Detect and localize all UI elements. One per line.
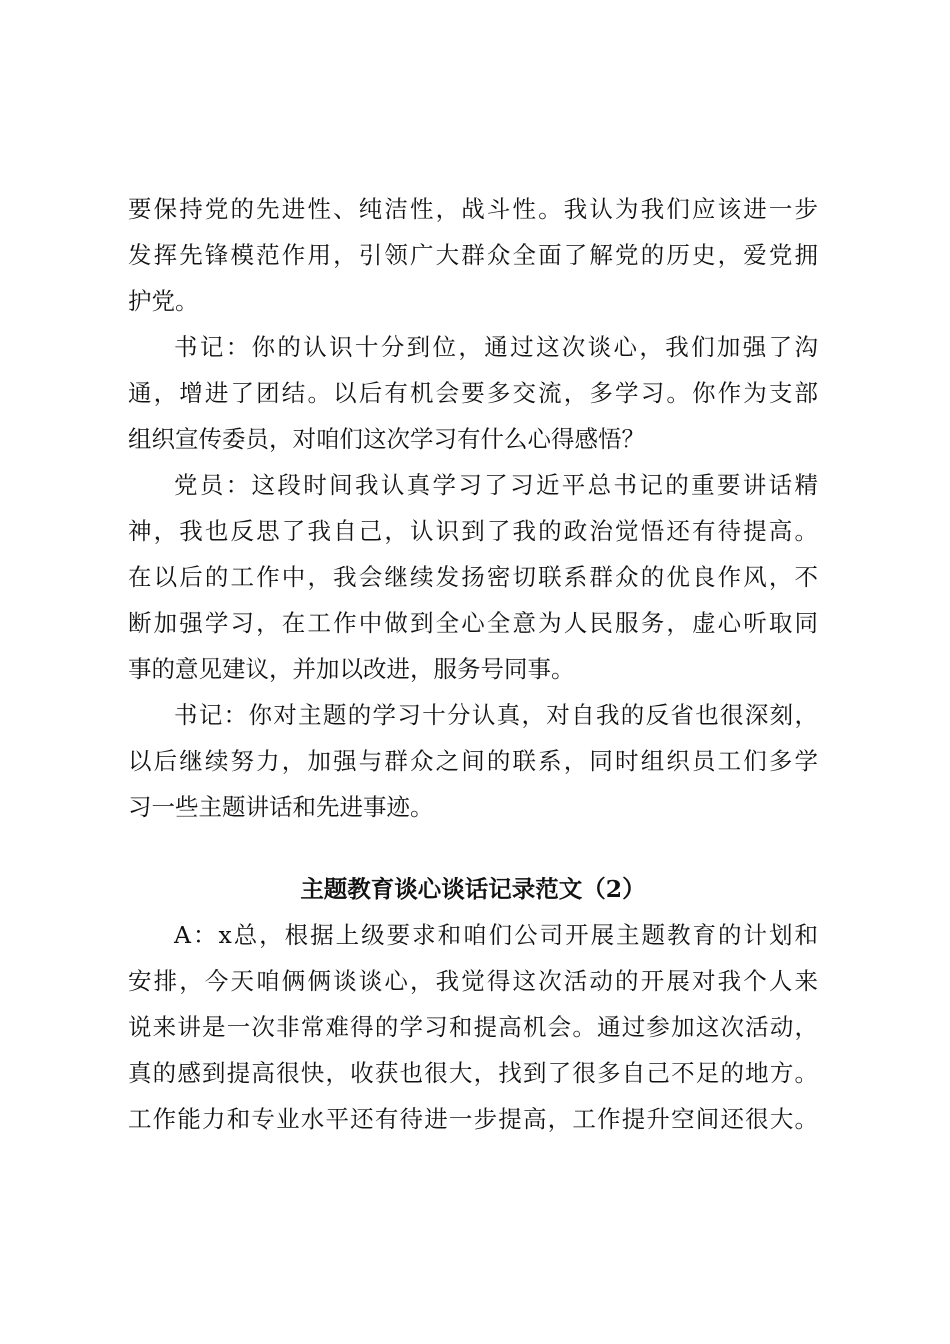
paragraph-line: 书记：你的认识十分到位，通过这次谈心，我们加强了沟 [174,333,818,361]
paragraph-line: 断加强学习，在工作中做到全心全意为人民服务，虚心听取同 [128,609,818,637]
paragraph-line: 通，增进了团结。以后有机会要多交流，多学习。你作为支部 [128,379,818,407]
paragraph-line: 安排，今天咱俩俩谈谈心，我觉得这次活动的开展对我个人来 [128,967,818,995]
paragraph-line: 说来讲是一次非常难得的学习和提高机会。通过参加这次活动， [128,1013,818,1041]
paragraph-line: 真的感到提高很快，收获也很大，找到了很多自己不足的地方。 [128,1059,818,1087]
paragraph-line: 在以后的工作中，我会继续发扬密切联系群众的优良作风，不 [128,563,818,591]
dialogue-section-1 [128,186,818,830]
paragraph-line: 神，我也反思了我自己，认识到了我的政治觉悟还有待提高。 [128,517,818,545]
paragraph-line: 党员：这段时间我认真学习了习近平总书记的重要讲话精 [174,471,818,499]
paragraph-line: 护党。 [128,287,199,315]
section-heading: 主题教育谈心谈话记录范文（2） [300,875,646,903]
paragraph-line: 书记：你对主题的学习十分认真，对自我的反省也很深刻， [174,701,818,729]
dialogue-section-2 [128,912,818,1142]
paragraph-line: 工作能力和专业水平还有待进一步提高，工作提升空间还很大。 [128,1105,818,1133]
paragraph-line: A：x总，根据上级要求和咱们公司开展主题教育的计划和 [174,921,818,949]
paragraph-line: 事的意见建议，并加以改进，服务号同事。 [128,655,575,683]
paragraph-line: 要保持党的先进性、纯洁性，战斗性。我认为我们应该进一步 [128,195,818,223]
paragraph-line: 发挥先锋模范作用，引领广大群众全面了解党的历史，爱党拥 [128,241,818,269]
paragraph-line: 组织宣传委员，对咱们这次学习有什么心得感悟？ [128,425,645,453]
paragraph-line: 以后继续努力，加强与群众之间的联系，同时组织员工们多学 [128,747,818,775]
document-body [128,186,818,1142]
paragraph-line: 习一些主题讲话和先进事迹。 [128,793,434,821]
